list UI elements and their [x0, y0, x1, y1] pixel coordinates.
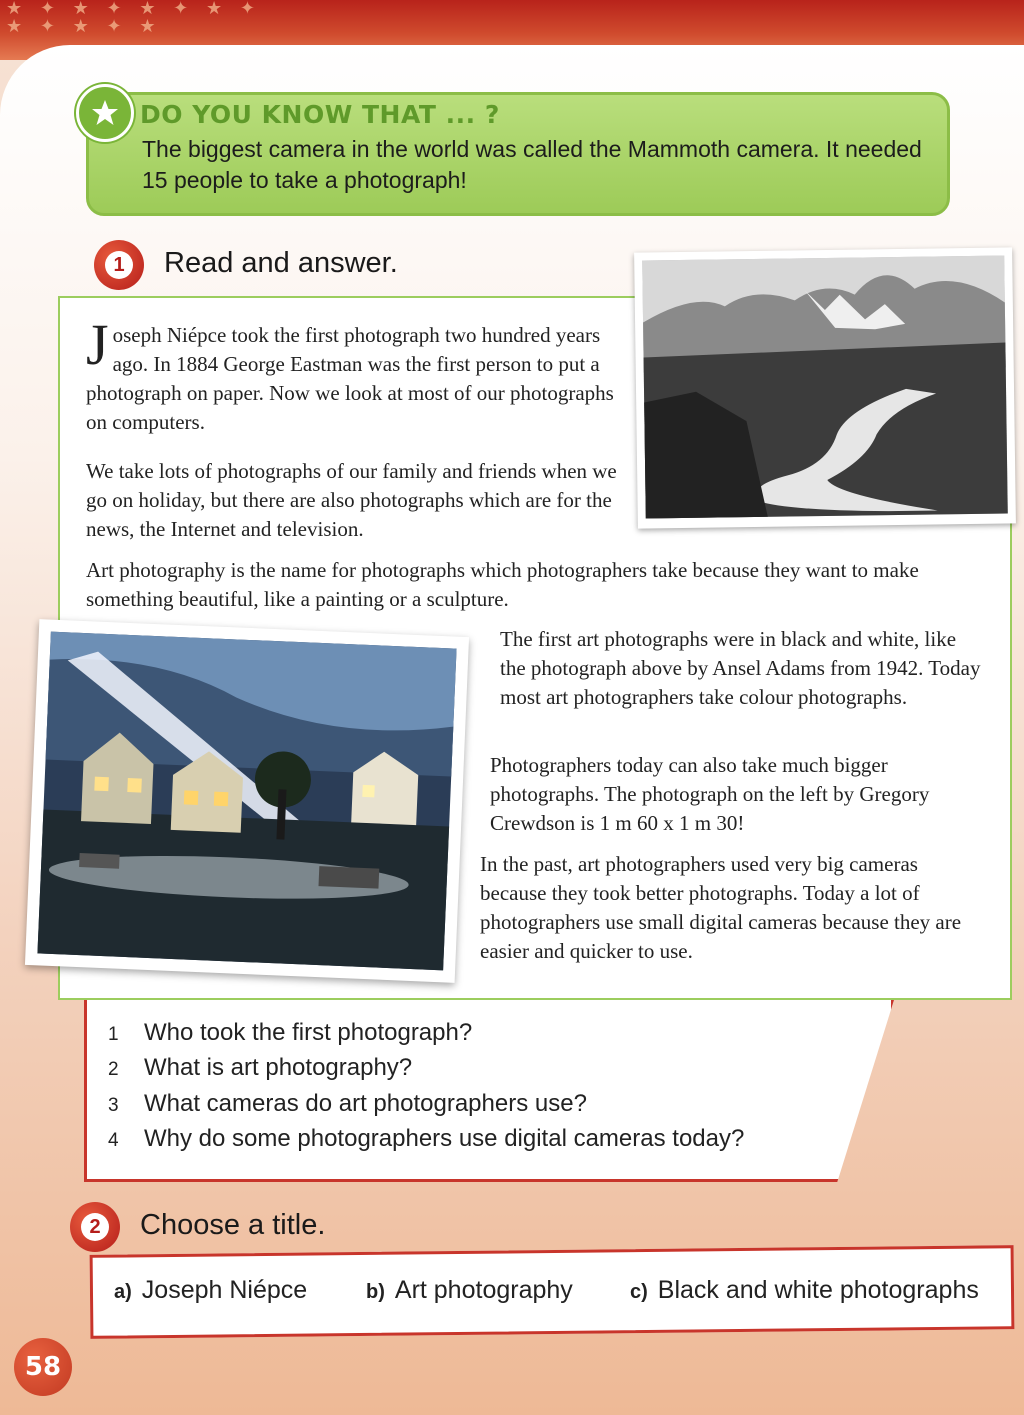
choice-b: b) Art photography — [366, 1276, 573, 1304]
paragraph-6: In the past, art photographers used very big cameras because they took better photographs. Today a lot of photographers use small digital cameras because they are easier and quicker to use. — [480, 852, 962, 963]
exercise-2-heading: Choose a title. — [140, 1209, 326, 1241]
choice-a: a) Joseph Niépce — [114, 1276, 308, 1304]
paragraph-5: Photographers today can also take much bigger photographs. The photograph on the left by Gregory Crewdson is 1 m 60 x 1 m 30! — [490, 753, 930, 835]
drop-cap: J — [86, 312, 109, 377]
question-4: 4 Why do some photographers use digital cameras today? — [108, 1125, 745, 1152]
question-1: 1 Who took the first photograph? — [108, 1019, 473, 1046]
paragraph-4: The first art photographs were in black and white, like the photograph above by Ansel Adams from 1942. Today most art photographers take colour photographs. — [500, 627, 981, 709]
question-2: 2 What is art photography? — [108, 1054, 413, 1081]
page-number: 58 — [14, 1338, 72, 1396]
exercise-1-number: 1 — [105, 251, 133, 279]
fact-box-text: The biggest camera in the world was called the Mammoth camera. It needed 15 people to take a photograph! — [142, 136, 922, 193]
star-pattern: ★ ✦ ★ ✦ ★ ✦ ★ ✦ ★ ✦ ★ ✦ ★ — [6, 0, 261, 37]
paragraph-1-text: oseph Niépce took the first photograph two hundred years ago. In 1884 George Eastman was the first person to put a photograph on paper. Now we look at most of our photographs on computers. — [86, 323, 614, 434]
night-house-photo — [25, 619, 469, 983]
star-icon — [76, 84, 134, 142]
exercise-1-heading: Read and answer. — [164, 247, 398, 279]
fact-box-title: DO YOU KNOW THAT ... ? — [140, 100, 500, 129]
paragraph-3: Art photography is the name for photographs which photographers take because they want to make something beautiful, like a painting or a sculpture. — [86, 558, 919, 611]
paragraph-1 — [86, 312, 614, 437]
question-3: 3 What cameras do art photographers use? — [108, 1090, 587, 1117]
exercise-2-badge — [70, 1202, 120, 1252]
paragraph-2: We take lots of photographs of our family and friends when we go on holiday, but there are also photographs which are for the news, the Internet and television. — [86, 459, 617, 541]
choice-c: c) Black and white photographs — [630, 1276, 979, 1304]
exercise-1-badge — [94, 240, 144, 290]
exercise-2-number: 2 — [81, 1213, 109, 1241]
mountain-river-photo — [634, 247, 1016, 528]
